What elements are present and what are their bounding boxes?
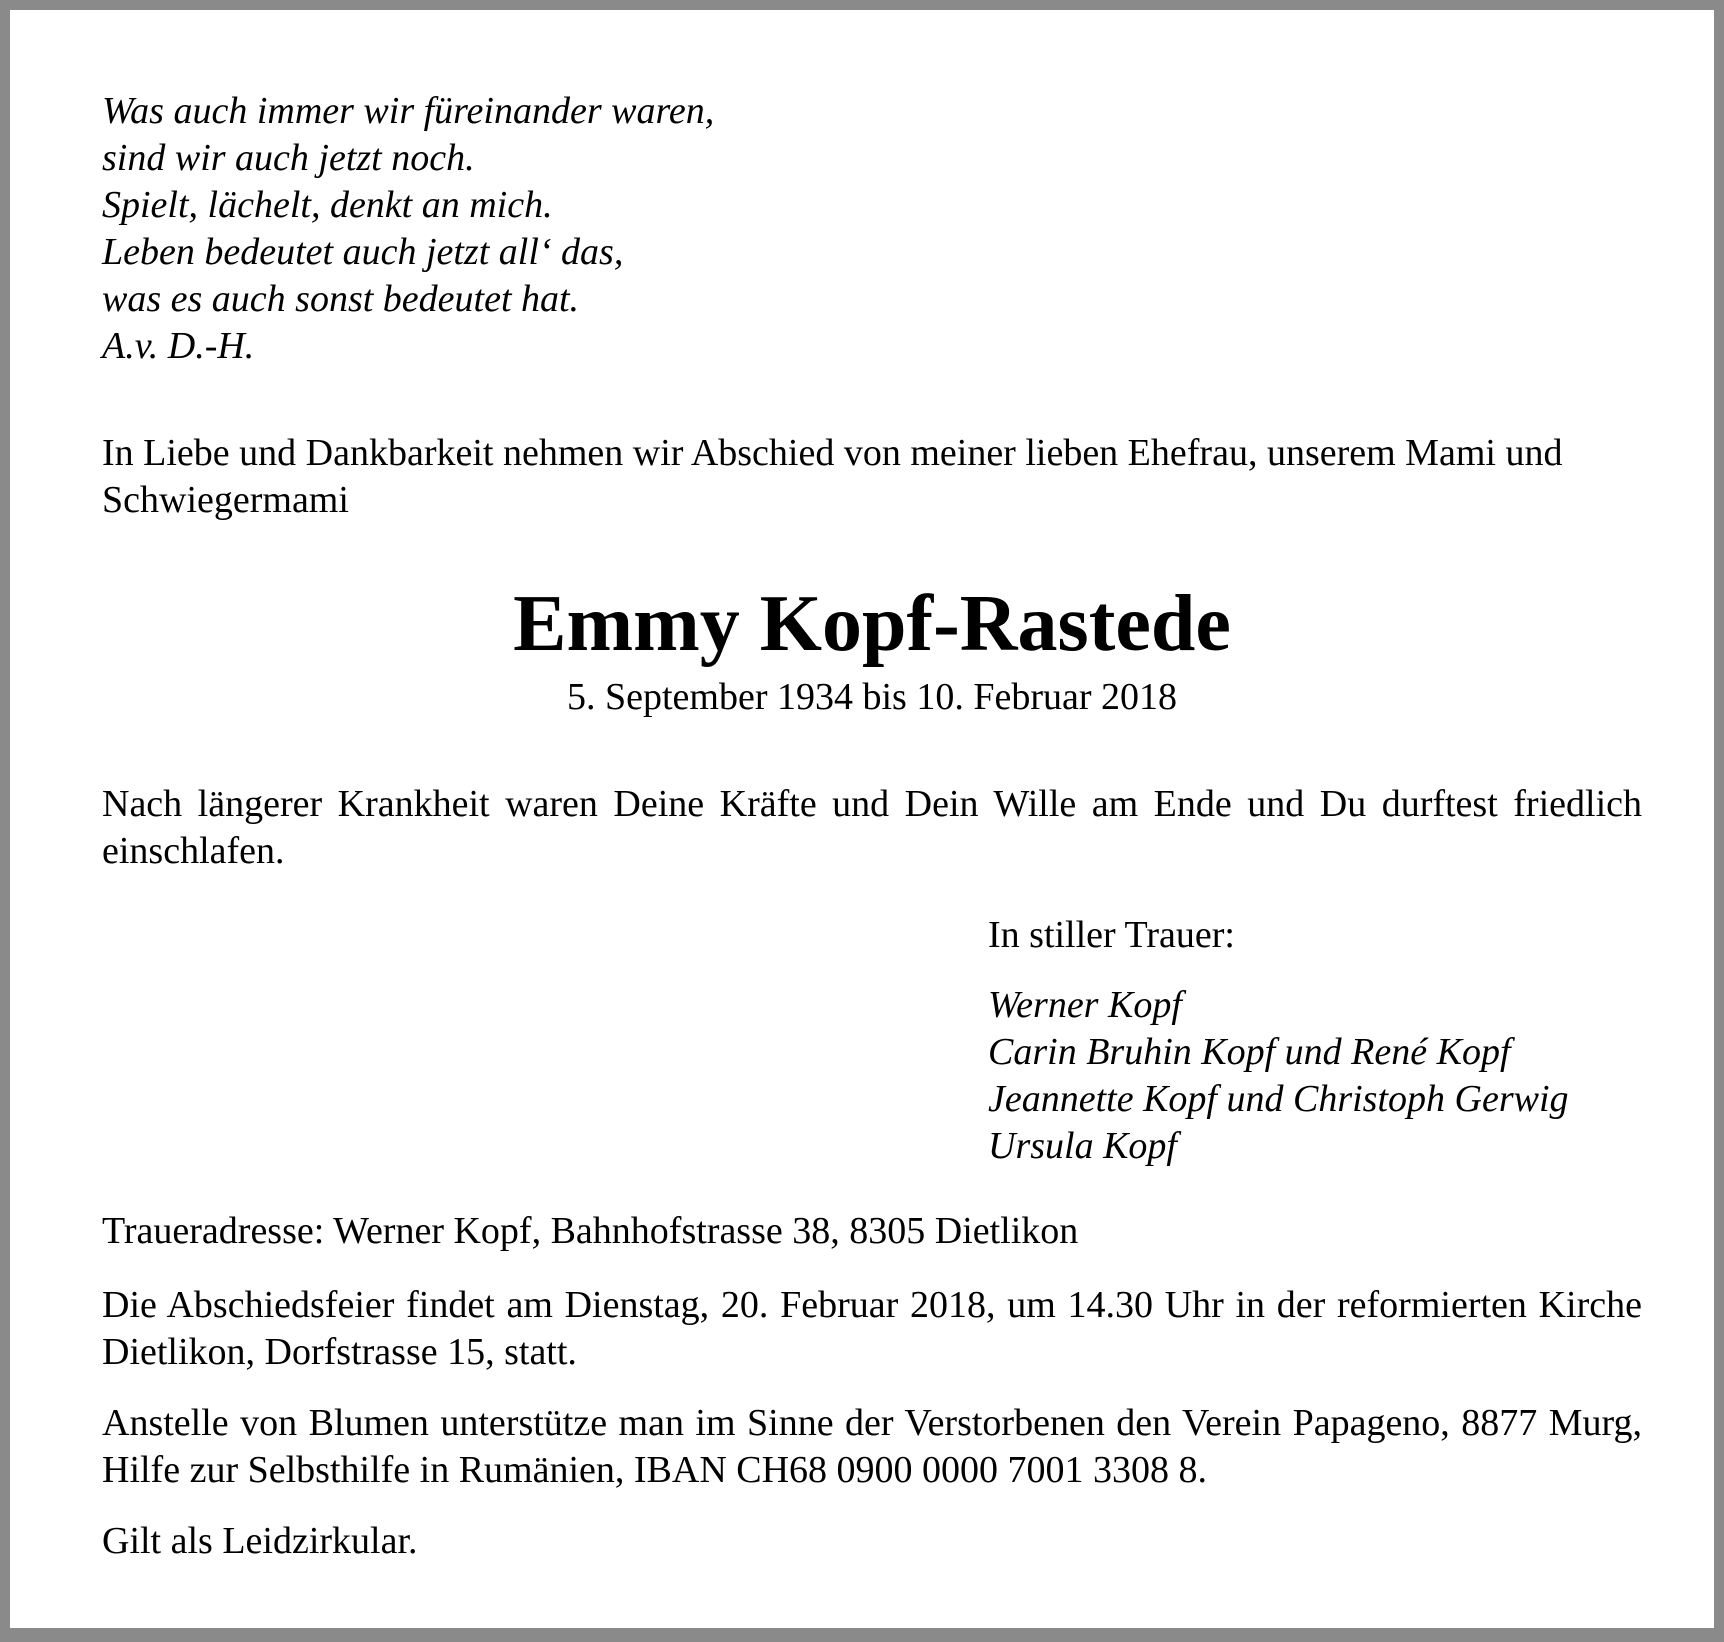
mourners-list [988,982,1569,1170]
poem-block [102,88,1642,370]
mourner-name: Ursula Kopf [988,1125,1177,1167]
life-dates: 5. September 1934 bis 10. Februar 2018 [566,676,1178,718]
deceased-name: Emmy Kopf-Rastede [513,580,1231,668]
ceremony-info: Die Abschiedsfeier findet am Dienstag, 20. Februar 2018, um 14.30 Uhr in der reformierten Kirche Dietlikon, Dorfstrasse 15, statt. [102,1284,1642,1373]
intro-text: In Liebe und Dankbarkeit nehmen wir Abschied von meiner lieben Ehefrau, unserem Mami und Schwiegermami [102,432,1563,521]
passing-text: Nach längerer Krankheit waren Deine Kräfte und Dein Wille am Ende und Du durftest friedlich einschlafen. [102,783,1642,872]
poem-line: Spielt, lächelt, denkt an mich. [102,184,553,226]
mourner-name: Werner Kopf [988,984,1182,1026]
poem-line: sind wir auch jetzt noch. [102,137,475,179]
poem-line: was es auch sonst bedeutet hat. [102,278,580,320]
mourning-heading: In stiller Trauer: [988,914,1235,956]
poem-line: Leben bedeutet auch jetzt all‘ das, [102,231,624,273]
poem-line: Was auch immer wir füreinander waren, [102,90,715,132]
mourner-name: Carin Bruhin Kopf und René Kopf [988,1031,1511,1073]
closing-note: Gilt als Leidzirkular. [102,1520,418,1562]
poem [102,88,1642,370]
poem-author: A.v. D.-H. [102,325,255,367]
mourning-address: Traueradresse: Werner Kopf, Bahnhofstrasse 38, 8305 Dietlikon [102,1210,1079,1252]
donation-info: Anstelle von Blumen unterstütze man im Sinne der Verstorbenen den Verein Papageno, 8877 Murg, Hilfe zur Selbsthilfe in Rumänien, IBAN CH68 0900 0000 7001 3308 8. [102,1402,1642,1491]
mourner-name: Jeannette Kopf und Christoph Gerwig [988,1078,1569,1120]
